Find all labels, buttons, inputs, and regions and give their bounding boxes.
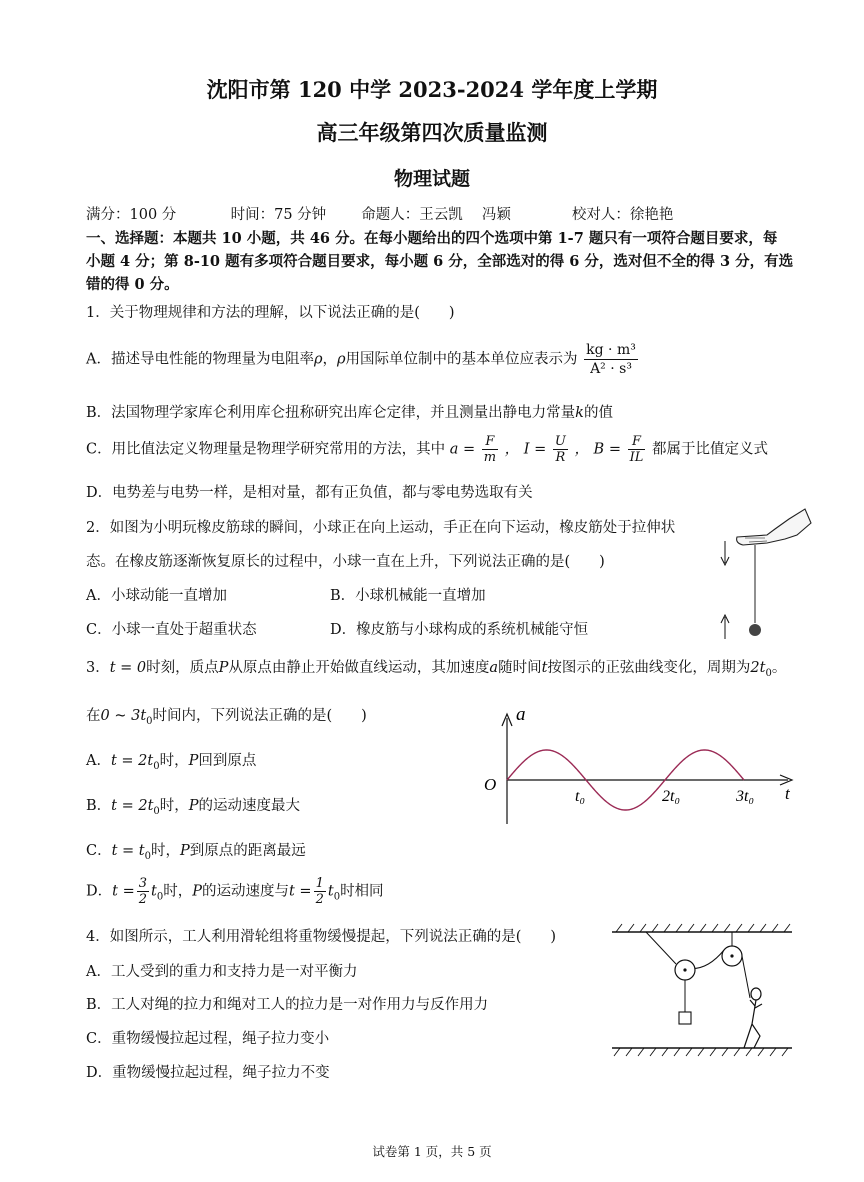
p-symbol: P (192, 883, 202, 900)
q3-b-pre: B． (86, 798, 112, 814)
q3-a-eq: t = 2t (110, 753, 154, 769)
section-instructions-line1: 一、选择题：本题共 10 小题，共 46 分。在每小题给出的四个选项中第 1-7 题只有一项符合题目要求，每 (86, 230, 778, 247)
q4-stem: 4．如图所示，工人利用滑轮组将重物缓慢提起，下列说法正确的是( ) (86, 929, 557, 945)
q3-option-a (86, 749, 256, 772)
q1-stem: 1．关于物理规律和方法的理解，以下说法正确的是( ) (86, 305, 455, 321)
accel-num: F (482, 434, 498, 450)
origin-label: O (484, 775, 497, 794)
q3-stem-line1 (86, 656, 786, 679)
q1-c-tail: 都属于比值定义式 (651, 441, 768, 458)
ceiling (612, 924, 792, 932)
q3-d-frac2 (314, 876, 326, 907)
q3-d-mid: 的运动速度与 (201, 883, 289, 900)
q3-b-tail: 的运动速度最大 (198, 798, 301, 814)
q3-d-tail: 时相同 (340, 883, 384, 900)
unit-fraction (584, 341, 638, 378)
q2-option-b: B．小球机械能一直增加 (330, 588, 486, 604)
q3-d-frac1 (137, 876, 149, 907)
q3-c-eq: t = t (111, 843, 145, 859)
q3-d-t: t = (112, 883, 135, 900)
page-footer: 试卷第 1 页，共 5 页 (372, 1144, 492, 1159)
q3-a-tail: 回到原点 (198, 753, 257, 769)
accel-eq: a = (449, 441, 476, 458)
q3-s1c: 从原点由静止开始做直线运动，其加速度 (228, 660, 490, 676)
t-zero: t = 0 (109, 660, 147, 676)
q3-number: 3． (86, 660, 110, 676)
rho-symbol: ρ (337, 351, 346, 368)
section-instructions-line2: 小题 4 分；第 8-10 题有多项符合题目要求，每小题 6 分，全部选对的得 6 分，选对但不全的得 3 分，有选 (86, 253, 794, 270)
current-fraction (553, 434, 568, 465)
accel-fraction (482, 434, 498, 465)
q3-b-eq: t = 2t (111, 798, 154, 814)
q3-c-pre: C． (86, 843, 112, 859)
q1-option-d: D．电势差与电势一样，是相对量，都有正负值，都与零电势选取有关 (86, 485, 533, 501)
tick-label-3t0: 3t₀ (736, 788, 755, 805)
section-instructions-line3: 错的得 0 分。 (86, 276, 179, 293)
q2-stem-line1: 2．如图为小明玩橡皮筋球的瞬间，小球正在向上运动，手正在向下运动，橡皮筋处于拉伸状 (86, 520, 676, 536)
q3-option-b (86, 794, 300, 817)
q3-acceleration-graph (480, 700, 800, 830)
t-symbol: t (541, 660, 548, 676)
q3-d-den2: 2 (315, 892, 324, 907)
exam-title: 高三年级第四次质量监测 (316, 120, 548, 145)
exam-meta (86, 203, 673, 224)
current-eq: ， I = (504, 441, 547, 458)
q3-s1d: 随时间 (498, 660, 542, 676)
q1-option-c (86, 434, 768, 465)
q3-s1b: 时刻，质点 (146, 660, 219, 676)
x-axis-label: t (785, 784, 790, 803)
unit-denominator: A² · s³ (590, 361, 632, 377)
q4-option-d: D．重物缓慢拉起过程，绳子拉力不变 (86, 1065, 330, 1081)
ball (749, 624, 761, 636)
k-symbol: k (575, 405, 584, 421)
p-symbol: P (180, 843, 190, 859)
q3-d-t02: t (327, 883, 334, 900)
q3-d-num1: 3 (138, 876, 148, 891)
q3-a-pre: A． (86, 753, 111, 769)
load-block (679, 1012, 691, 1024)
q3-s1end: 。 (771, 660, 787, 676)
ball-velocity-arrow (721, 615, 729, 639)
tick-label-t0: t₀ (575, 788, 586, 805)
q2-option-d: D．橡皮筋与小球构成的系统机械能守恒 (330, 622, 589, 638)
q3-d-text: 时， (163, 883, 193, 900)
q3-a-text: 时， (159, 753, 189, 769)
q1-b-tail: 的值 (583, 405, 613, 421)
q3-s2b: 时间内，下列说法正确的是( ) (152, 708, 367, 724)
q2-option-c: C．小球一直处于超重状态 (86, 622, 257, 638)
q1-c-text: C．用比值法定义物理量是物理学研究常用的方法，其中 (86, 441, 446, 458)
q3-a-sub: 0 (153, 760, 160, 772)
q3-option-c (86, 839, 306, 862)
hand-velocity-arrow (721, 541, 729, 565)
current-num: U (554, 434, 566, 449)
q3-stem-line2 (86, 704, 367, 727)
q3-d-t0: t (151, 883, 157, 900)
field-den: IL (629, 450, 644, 465)
field-eq: ， B = (574, 441, 621, 458)
q3-b-text: 时， (159, 798, 189, 814)
a-symbol: a (489, 660, 499, 676)
q1-b-text: B．法国物理学家库仑利用库仑扭称研究出库仑定律，并且测量出静电力常量 (86, 405, 576, 421)
period-sub: 0 (765, 667, 772, 679)
p-symbol: P (218, 660, 229, 676)
q3-d-den1: 2 (138, 892, 148, 907)
q3-s2a: 在 (86, 708, 101, 724)
q3-d-sub1: 0 (156, 891, 164, 903)
q1-a-text: A．描述导电性能的物理量为电阻率 (86, 351, 314, 368)
q3-option-d (86, 876, 384, 907)
rho-symbol: ρ (313, 351, 323, 368)
ground (612, 1048, 792, 1056)
subject-title: 物理试题 (393, 168, 470, 190)
q3-d-t2: t = (288, 883, 312, 900)
question-author: 命题人：王云凯 冯颖 (361, 207, 511, 223)
full-score: 满分：100 分 (86, 207, 177, 223)
q3-d-sub2: 0 (333, 891, 341, 903)
hand-icon (737, 509, 811, 545)
school-title: 沈阳市第 120 中学 2023-2024 学年度上学期 (206, 77, 658, 102)
q3-d-pre: D． (86, 883, 113, 900)
q3-s1e: 按图示的正弦曲线变化，周期为 (547, 660, 751, 676)
q3-c-sub: 0 (144, 850, 152, 862)
q2-figure (715, 505, 815, 645)
q1-a-sep: ， (322, 351, 338, 368)
worker-figure (744, 988, 762, 1048)
time-range-sub: 0 (146, 715, 153, 727)
p-symbol: P (188, 753, 199, 769)
field-fraction (628, 434, 646, 465)
q3-b-sub: 0 (153, 805, 160, 817)
unit-numerator: kg · m³ (586, 342, 636, 358)
field-num: F (628, 434, 646, 450)
q2-option-a: A．小球动能一直增加 (86, 588, 227, 604)
accel-den: m (483, 450, 497, 465)
current-den: R (555, 450, 566, 465)
q3-c-text: 时， (151, 843, 181, 859)
q2-stem-line2: 态。在橡皮筋逐渐恢复原长的过程中，小球一直在上升，下列说法正确的是( ) (86, 554, 605, 570)
q3-c-tail: 到原点的距离最远 (189, 843, 306, 859)
exam-time: 时间：75 分钟 (230, 207, 327, 223)
q4-option-a: A．工人受到的重力和支持力是一对平衡力 (86, 964, 358, 980)
q1-a-text2: 用国际单位制中的基本单位应表示为 (345, 351, 578, 368)
p-symbol: P (188, 798, 199, 814)
q3-d-num2: 1 (315, 876, 324, 891)
q1-option-a (86, 341, 640, 378)
time-range: 0 ~ 3t (100, 708, 147, 724)
q4-option-b: B．工人对绳的拉力和绳对工人的拉力是一对作用力与反作用力 (86, 997, 489, 1013)
q4-option-c: C．重物缓慢拉起过程，绳子拉力变小 (86, 1031, 330, 1047)
proofreader: 校对人：徐艳艳 (571, 207, 674, 223)
y-axis-label: a (516, 704, 526, 725)
q4-pulley-figure (606, 920, 796, 1060)
tick-label-2t0: 2t₀ (662, 788, 681, 805)
q1-option-b (86, 401, 613, 422)
period-symbol: 2t (750, 660, 766, 676)
